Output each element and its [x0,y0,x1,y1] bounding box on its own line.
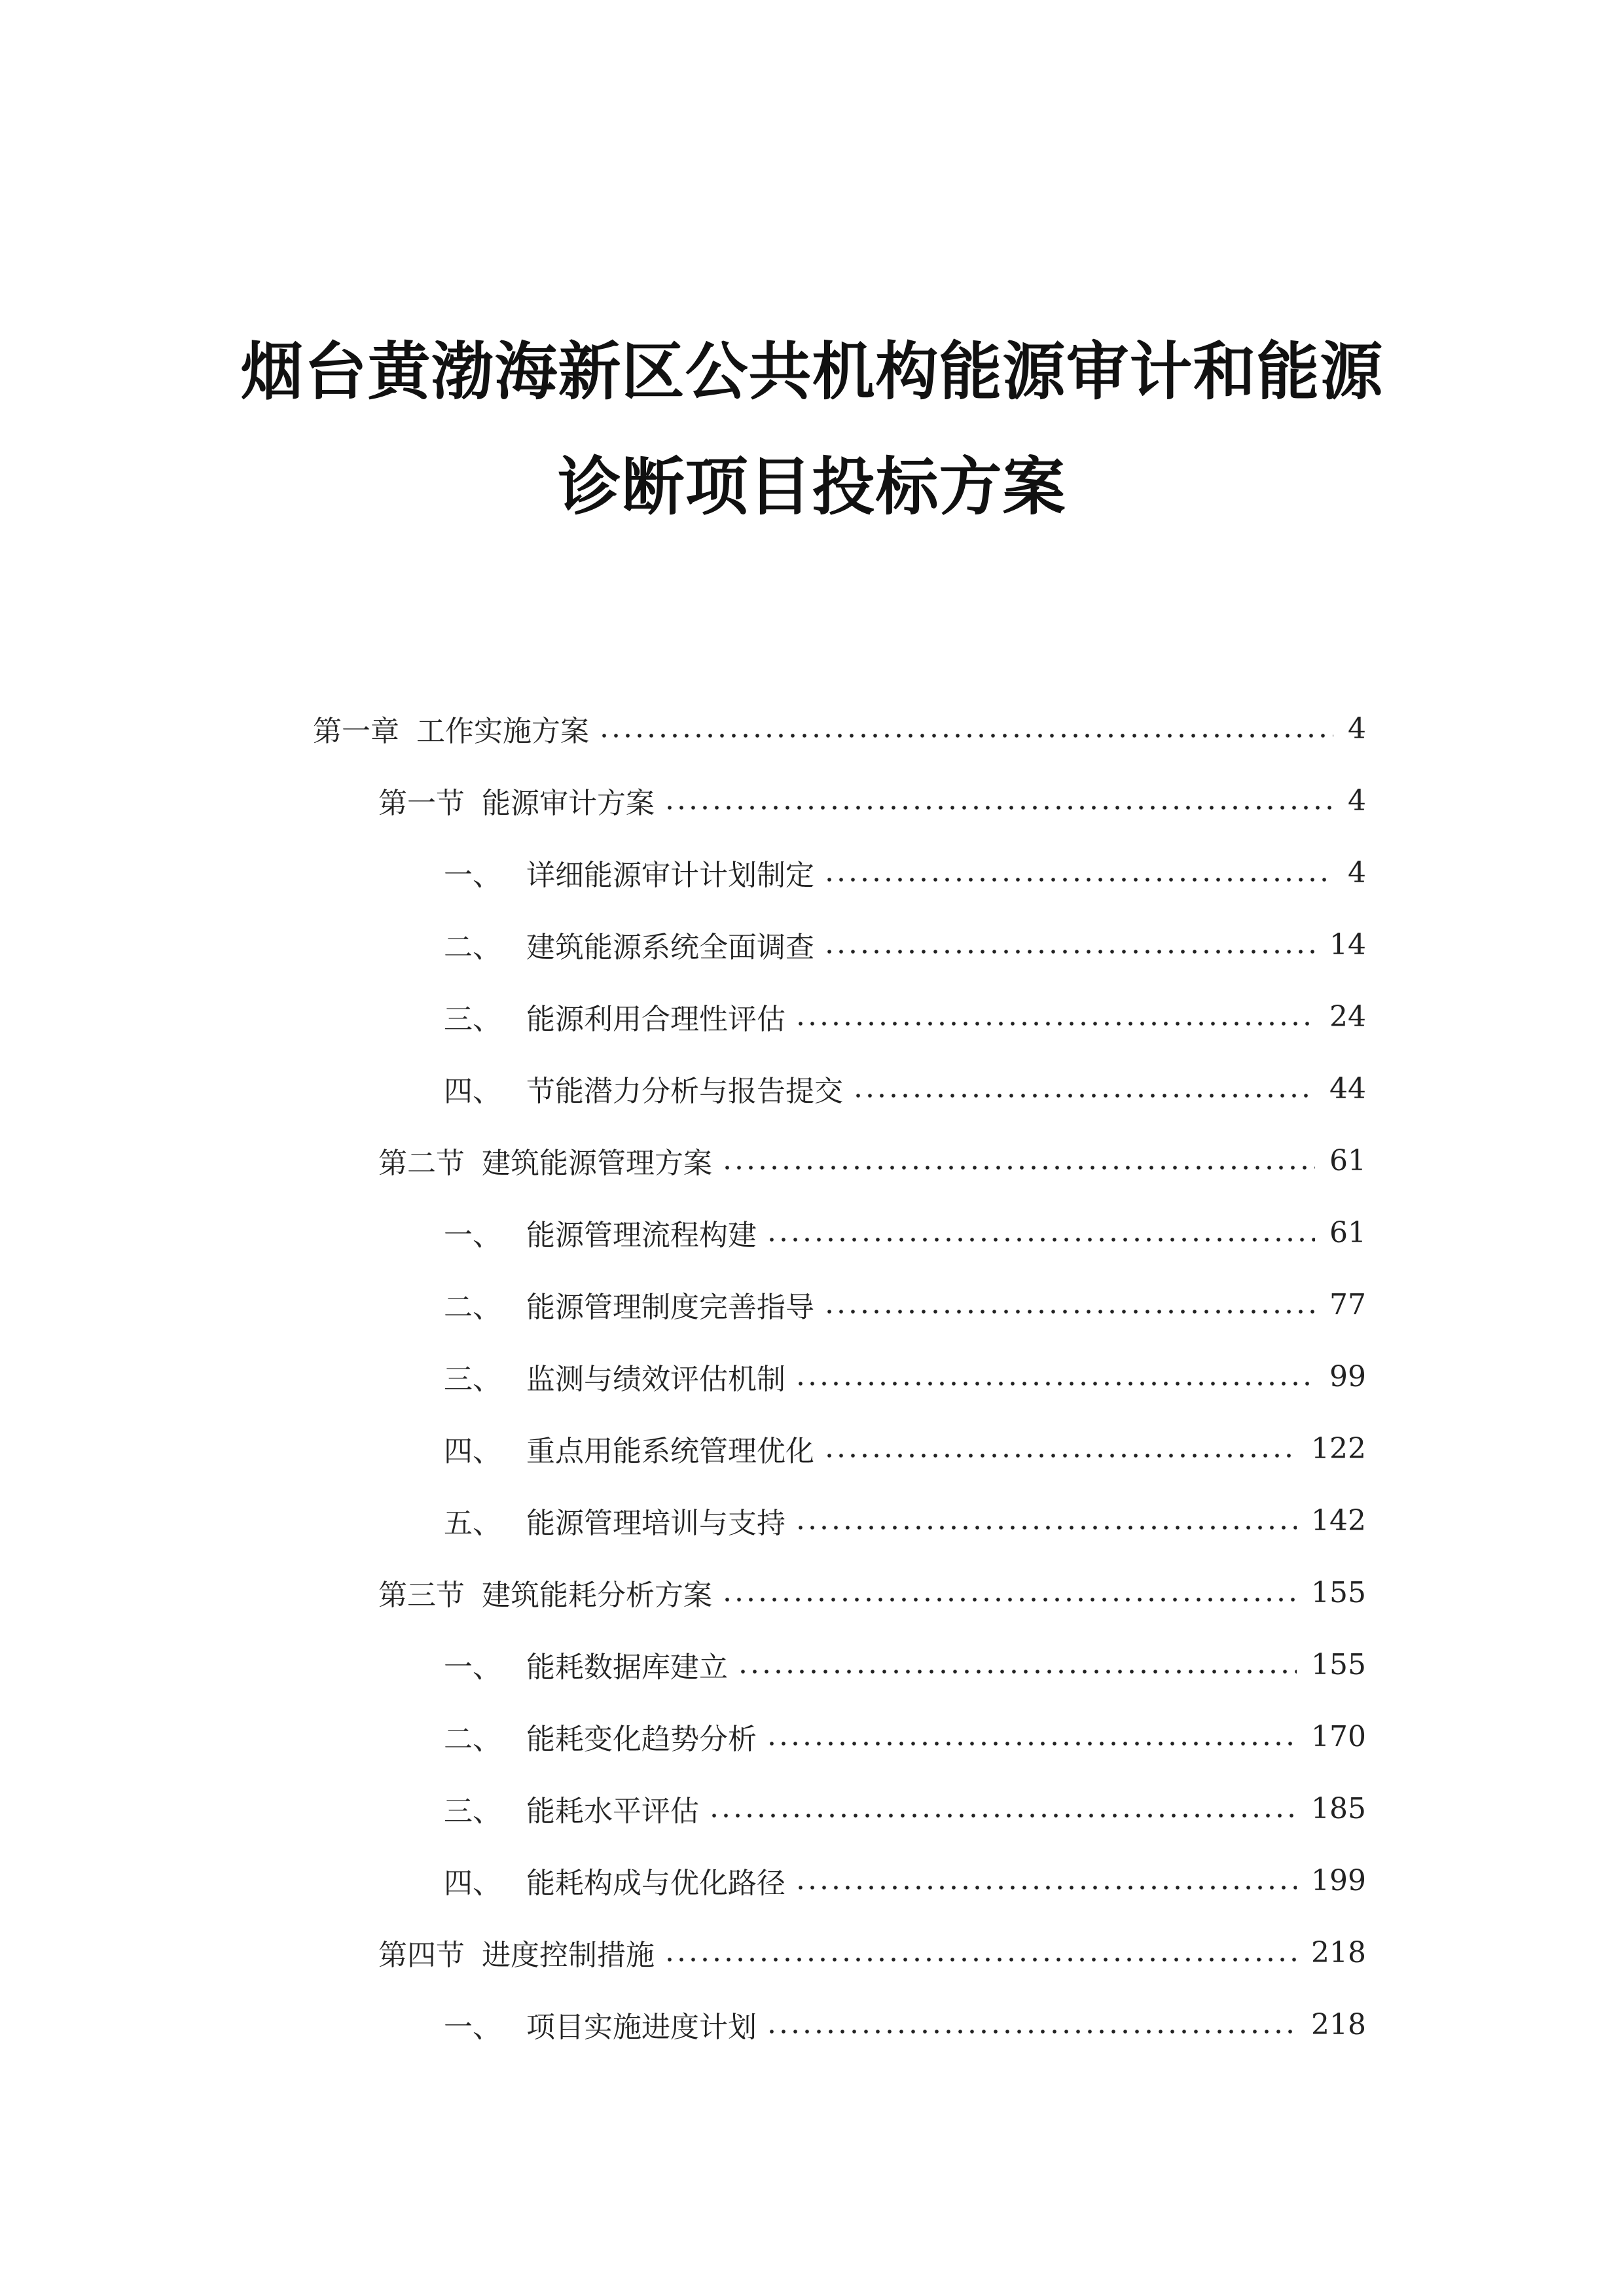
toc-entry-page: 155 [1311,1575,1366,1609]
toc-entry-number: 第二节 [378,1147,465,1180]
toc-entry-number: 二、 [444,1723,501,1756]
toc-entry-section-1[interactable] [378,774,1366,827]
toc-entry-subsection[interactable] [444,1422,1366,1475]
toc-entry-number: 三、 [444,1003,501,1036]
toc-dot-leader [598,733,1333,738]
toc-entry-number: 第一节 [378,787,465,820]
toc-entry-page: 218 [1311,2007,1366,2041]
toc-entry-number: 一、 [444,859,501,892]
toc-dot-leader [664,805,1333,810]
toc-entry-subsection[interactable] [444,1350,1366,1403]
toc-entry-section-3[interactable] [378,1566,1366,1619]
toc-entry-page: 44 [1329,1071,1366,1105]
toc-entry-title: 项目实施进度计划 [526,2011,757,2044]
toc-entry-title: 能耗构成与优化路径 [526,1867,785,1900]
toc-entry-title: 能耗数据库建立 [526,1651,728,1684]
document-title-line-1: 烟台黄渤海新区公共机构能源审计和能源 [240,335,1384,408]
toc-dot-leader [721,1165,1315,1170]
toc-dot-leader [737,1669,1297,1674]
toc-entry-number: 四、 [444,1435,501,1468]
toc-entry-number: 一、 [444,1219,501,1252]
toc-entry-page: 185 [1311,1791,1366,1825]
toc-entry-page: 4 [1348,855,1366,889]
toc-entry-page: 4 [1348,783,1366,817]
toc-entry-page: 199 [1311,1863,1366,1897]
toc-dot-leader [795,1021,1315,1026]
toc-entry-number: 第四节 [378,1939,465,1972]
toc-entry-number: 五、 [444,1507,501,1540]
toc-entry-number: 一、 [444,1651,501,1684]
toc-entry-subsection[interactable] [444,1494,1366,1547]
toc-dot-leader [823,877,1333,882]
toc-entry-number: 第一章 [313,715,399,748]
toc-dot-leader [721,1597,1297,1602]
toc-entry-subsection[interactable] [444,1782,1366,1835]
toc-entry-title: 能源利用合理性评估 [526,1003,785,1036]
toc-entry-title: 节能潜力分析与报告提交 [526,1075,843,1108]
toc-dot-leader [852,1093,1315,1098]
toc-entry-page: 122 [1311,1431,1366,1465]
toc-entry-subsection[interactable] [444,1710,1366,1763]
toc-entry-page: 24 [1329,999,1366,1033]
toc-entry-page: 4 [1348,711,1366,745]
toc-dot-leader [766,1237,1315,1242]
toc-entry-page: 99 [1329,1359,1366,1393]
toc-entry-title: 建筑能耗分析方案 [482,1579,712,1612]
toc-dot-leader [708,1813,1297,1818]
toc-entry-subsection[interactable] [444,990,1366,1043]
toc-entry-title: 能源管理流程构建 [526,1219,757,1252]
toc-dot-leader [823,1309,1315,1314]
toc-entry-number: 三、 [444,1363,501,1396]
toc-entry-number: 第三节 [378,1579,465,1612]
toc-dot-leader [823,949,1315,954]
toc-dot-leader [766,1741,1297,1746]
toc-entry-page: 170 [1311,1719,1366,1753]
toc-entry-page: 142 [1311,1503,1366,1537]
toc-entry-subsection[interactable] [444,1854,1366,1907]
toc-entry-title: 详细能源审计计划制定 [526,859,814,892]
toc-entry-number: 二、 [444,1291,501,1324]
toc-entry-subsection[interactable] [444,918,1366,971]
toc-entry-title: 能耗水平评估 [526,1795,699,1828]
toc-entry-page: 218 [1311,1935,1366,1969]
toc-entry-title: 能耗变化趋势分析 [526,1723,757,1756]
toc-entry-number: 四、 [444,1867,501,1900]
toc-entry-number: 四、 [444,1075,501,1108]
toc-entry-subsection[interactable] [444,1206,1366,1259]
toc-entry-page: 14 [1329,927,1366,961]
toc-entry-chapter-1[interactable] [313,702,1366,755]
toc-entry-title: 建筑能源管理方案 [482,1147,712,1180]
toc-entry-section-4[interactable] [378,1926,1366,1979]
toc-dot-leader [823,1453,1297,1458]
toc-entry-page: 61 [1329,1215,1366,1249]
document-title-line-2: 诊断项目投标方案 [558,450,1066,524]
toc-dot-leader [795,1885,1297,1890]
toc-entry-page: 61 [1329,1143,1366,1177]
toc-entry-title: 重点用能系统管理优化 [526,1435,814,1468]
toc-entry-title: 能源审计方案 [482,787,655,820]
toc-entry-page: 155 [1311,1647,1366,1681]
toc-entry-number: 二、 [444,931,501,964]
toc-entry-title: 进度控制措施 [482,1939,655,1972]
toc-entry-page: 77 [1329,1287,1366,1321]
toc-dot-leader [795,1381,1315,1386]
toc-entry-subsection[interactable] [444,1638,1366,1691]
toc-dot-leader [664,1957,1297,1962]
toc-entry-title: 建筑能源系统全面调查 [526,931,814,964]
toc-entry-subsection[interactable] [444,1278,1366,1331]
toc-entry-number: 一、 [444,2011,501,2044]
toc-entry-title: 能源管理培训与支持 [526,1507,785,1540]
toc-entry-number: 三、 [444,1795,501,1828]
toc-entry-title: 工作实施方案 [416,715,589,748]
toc-entry-title: 监测与绩效评估机制 [526,1363,785,1396]
toc-entry-subsection[interactable] [444,846,1366,899]
toc-entry-section-2[interactable] [378,1134,1366,1187]
toc-entry-title: 能源管理制度完善指导 [526,1291,814,1324]
toc-dot-leader [795,1525,1297,1530]
toc-dot-leader [766,2029,1297,2034]
toc-entry-subsection[interactable] [444,1998,1366,2051]
toc-entry-subsection[interactable] [444,1062,1366,1115]
